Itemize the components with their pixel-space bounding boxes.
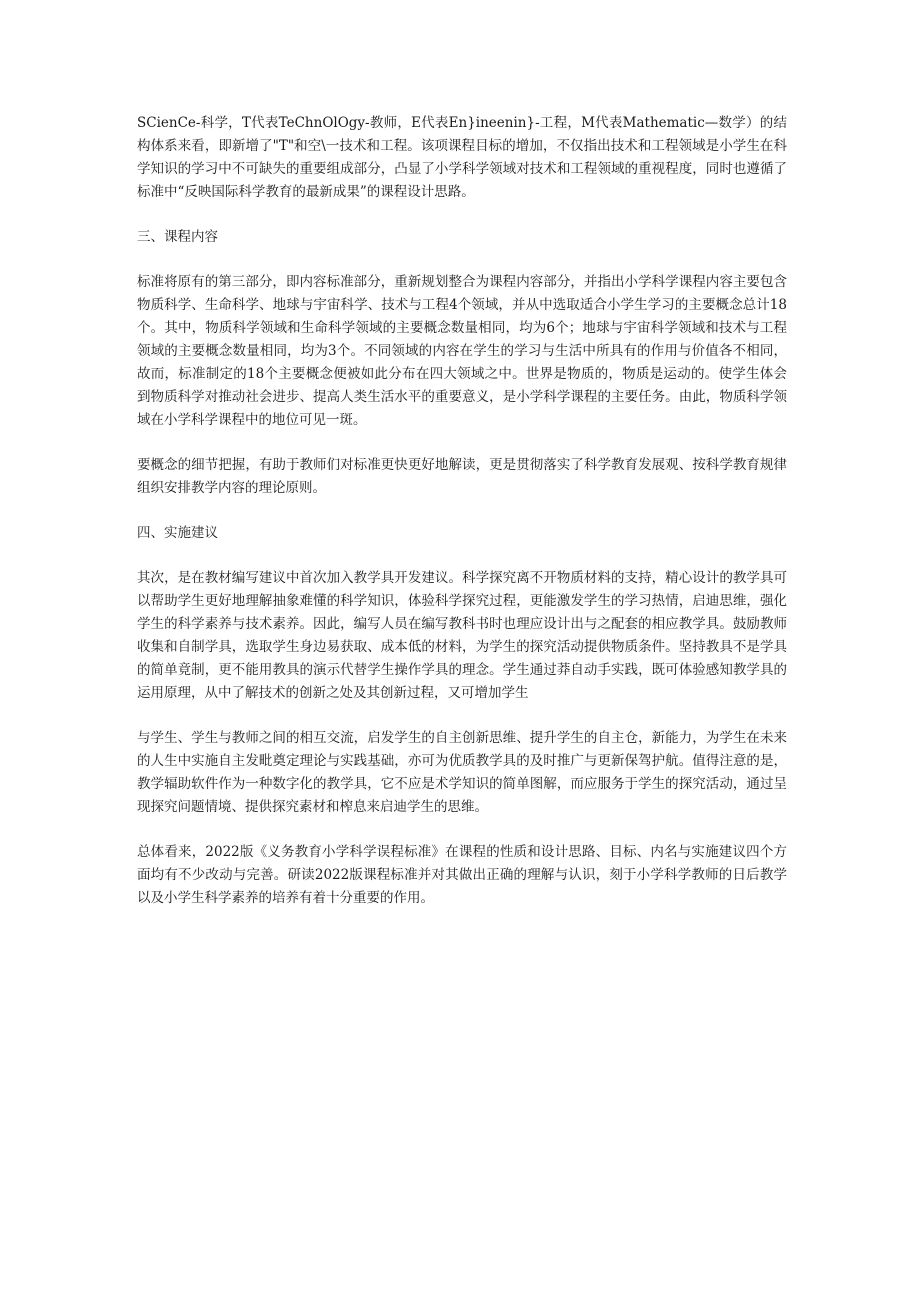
paragraph-teaching-aids: 其次，是在教材编写建议中首次加入教学具开发建议。科学探究离不开物质材料的支持，精心设计的教学具可以帮助学生更好地理解抽象难懂的科学知识，体验科学探究过程，更能激发学生的学习热情，启迪思维，强化学生的科学素养与技术素养。因此，编写人员在编写教科书时也理应设计出与之配套的相应教学具。鼓励教师收集和自制学具，选取学生身边易获取、成本低的材料，为学生的探究活动提供物质条件。坚持教具不是学具的简单竟制，更不能用教具的演示代替学生操作学具的理念。学生通过莽自动手实践，既可体验感知教学具的运用原理，从中了解技术的创新之处及其创新过程，又可增加学生 bbox=[137, 570, 787, 701]
document-body bbox=[137, 112, 787, 932]
section-heading-course-content: 三、课程内容 bbox=[137, 229, 218, 245]
paragraph-summary: 总体看来，2022版《义务教育小学科学误程标准》在课程的性质和设计思路、目标、内名与实施建议四个方面均有不少改动与完善。研读2022版课程标准并对其做出正确的理解与认识，刻于小学科学教师的日后教学以及小学生科学素养的培养有着十分重要的作用。 bbox=[137, 844, 787, 906]
paragraph-student-interaction: 与学生、学生与教师之间的相互交流，启发学生的自主创新思维、提升学生的自主仓，新能力，为学生在未来的人生中实施自主发毗奠定理论与实践基础，亦可为优质教学具的及时推广与更新保驾护航。值得注意的是，教学辐助软件作为一种数字化的教学具，它不应是术学知识的简单图解，而应服务于学生的探究活动，通过呈现探究问题情境、提供探究素材和榨息来启迪学生的思维。 bbox=[137, 730, 787, 815]
paragraph-concept-details: 要概念的细节把握，有助于教师们对标准更快更好地解读，更是贯彻落实了科学教育发展观、按科学教育规律组织安排教学内容的理论原则。 bbox=[137, 457, 787, 496]
paragraph-stem-structure: SCienCe-科学，T代表TeChnOlOgy-教师，E代表En}ineenin}-工程，M代表Mathematic—数学）的结构体系来看，即新增了"T"和空\一技术和工程。该项课程目标的增加，不仅指出技术和工程领域是小学生在科学知识的学习中不可缺失的重要组成部分，凸显了小学科学领域对技术和工程领域的重视程度，同时也遵循了标准中“反映国际科学教育的最新成果”的课程设计思路。 bbox=[137, 115, 787, 200]
paragraph-course-content: 标准将原有的第三部分，即内容标准部分，重新规划整合为课程内容部分，并指出小学科学课程内容主要包含物质科学、生命科学、地球与宇宙科学、技术与工程4个领域，并从中选取适合小学生学习的主要概念总计18个。其中，物质科学领域和生命科学领域的主要概念数量相同，均为6个；地球与宇宙科学领域和技术与工程领域的主要概念数量相同，均为3个。不同领域的内容在学生的学习与生活中所具有的作用与价值各不相同，故而，标准制定的18个主要概念便被如此分布在四大领域之中。世界是物质的，物质是运动的。使学生体会到物质科学对推动社会进步、提高人类生活水平的重要意义，是小学科学课程的主要任务。由此，物质科学领域在小学科学课程中的地位可见一斑。 bbox=[137, 274, 787, 428]
section-heading-implementation: 四、实施建议 bbox=[137, 525, 218, 541]
